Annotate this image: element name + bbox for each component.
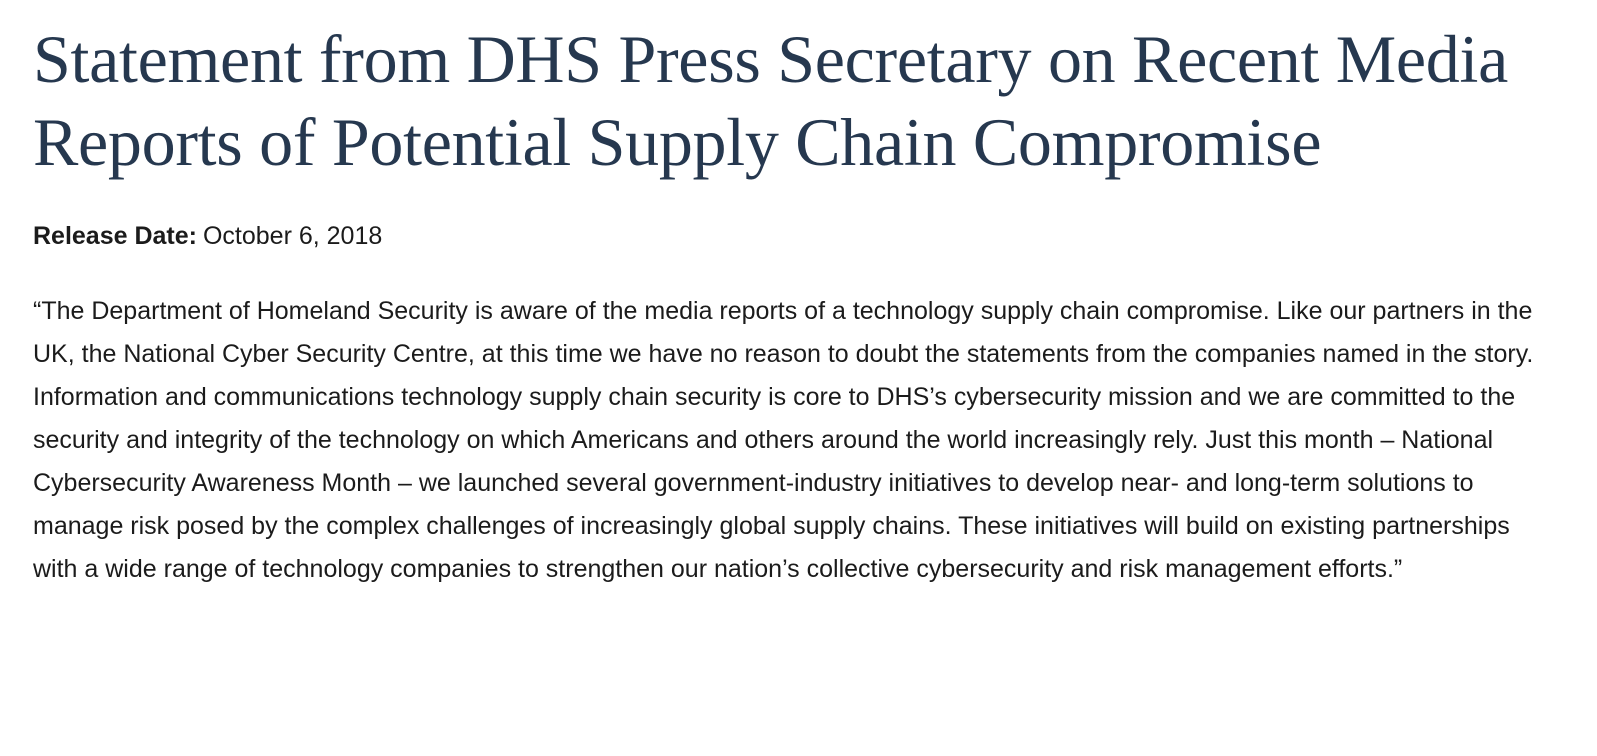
page-title: Statement from DHS Press Secretary on Recent Media Reports of Potential Supply Chain Compromise [33,21,1508,180]
release-date-line [33,220,1549,253]
release-date-label: Release Date: [33,221,197,250]
statement-body: “The Department of Homeland Security is aware of the media reports of a technology supply chain compromise. Like our partners in the UK, the National Cyber Security Centre, at this time we have no reason to doubt the statements from the companies named in the story. Information and communications technology supply chain security is core to DHS’s cybersecurity mission and we are committed to the security and integrity of the technology on which Americans and others around the world increasingly rely. Just this month – National Cybersecurity Awareness Month – we launched several government-industry initiatives to develop near- and long-term solutions to manage risk posed by the complex challenges of increasingly global supply chains. These initiatives will build on existing partnerships with a wide range of technology companies to strengthen our nation’s collective cybersecurity and risk management efforts.” [33,297,1534,584]
release-date-value: October 6, 2018 [202,221,383,250]
